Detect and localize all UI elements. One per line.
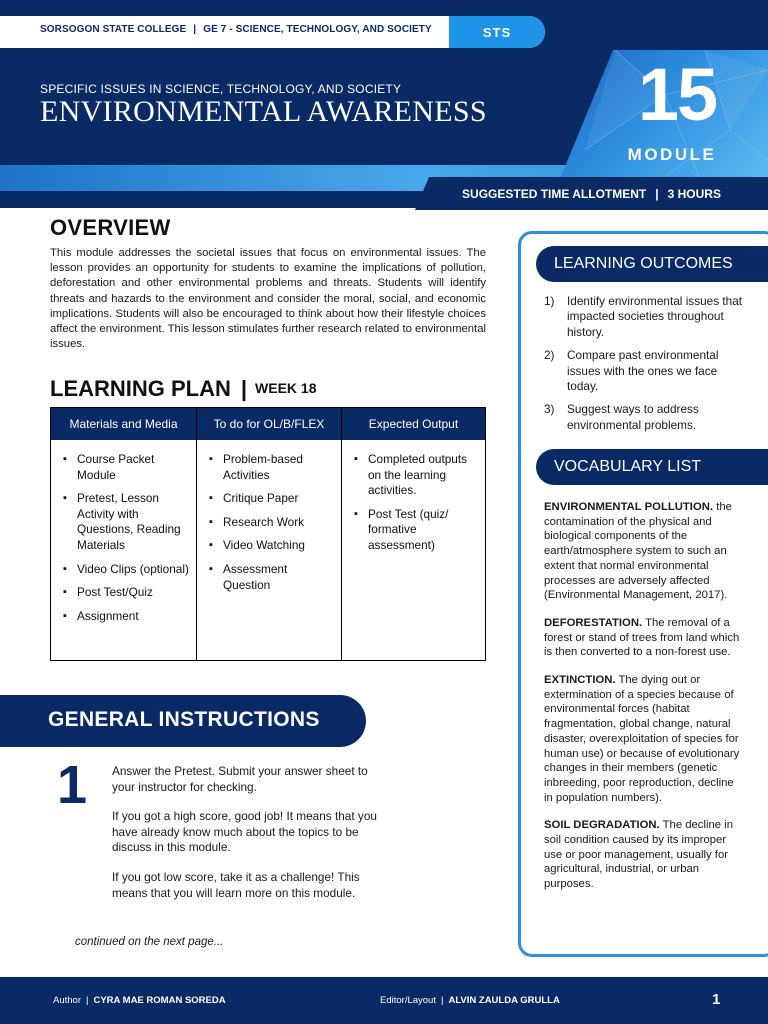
plan-item: ▪ Post Test (quiz/ formative assessment)	[354, 507, 479, 554]
vocabulary-term: ENVIRONMENTAL POLLUTION.	[544, 501, 714, 513]
learning-plan-separator: |	[240, 376, 248, 401]
outcome-text: Suggest ways to address environmental problems.	[567, 402, 699, 432]
outcome-number: 2)	[544, 348, 555, 363]
plan-column-header: Expected Output	[342, 408, 485, 440]
list-item	[544, 294, 744, 340]
plan-item: ▪ Critique Paper	[209, 491, 335, 507]
author-separator: |	[86, 995, 89, 1006]
author-label: Author	[53, 995, 81, 1006]
plan-item: ▪ Video Watching	[209, 538, 335, 554]
learning-outcomes-heading: LEARNING OUTCOMES	[536, 246, 768, 282]
learning-plan-title: LEARNING PLAN	[50, 376, 231, 401]
instruction-paragraph: If you got a high score, good job! It means that you have already know much about the topics to be discuss in this module.	[112, 809, 377, 855]
vocabulary-heading: VOCABULARY LIST	[536, 449, 768, 485]
general-instructions-heading: GENERAL INSTRUCTIONS	[48, 708, 320, 731]
outcome-text: Compare past environmental issues with the ones we face today.	[567, 348, 719, 394]
learning-plan-table	[50, 407, 486, 661]
vocabulary-entry	[544, 500, 742, 603]
plan-item: ▪ Course Packet Module	[63, 452, 190, 483]
editor-name: ALVIN ZAULDA GRULLA	[448, 995, 560, 1006]
outcome-number: 3)	[544, 402, 555, 417]
time-allotment-label: SUGGESTED TIME ALLOTMENT	[462, 186, 647, 201]
editor-separator: |	[440, 995, 444, 1006]
vocabulary-definition: the contamination of the physical and biological components of the earth/atmosphere system to such an extent that normal environmental processes are adversely affected (Environmental Management, 2017).	[544, 501, 732, 602]
list-item	[544, 402, 744, 433]
vocabulary-term: DEFORESTATION.	[544, 616, 643, 629]
plan-item: ▪ Research Work	[209, 515, 335, 531]
module-label: MODULE	[627, 145, 717, 164]
vocabulary-definition: The dying out or extermination of a species because of environmental forces (habitat fragmentation, global change, natural disaster, overexploitation of species for human use) or because of evolutionary changes in their members (genetic inbreeding, poor reproduction, decline in population numbers).	[544, 674, 740, 804]
outcome-number: 1)	[544, 294, 555, 308]
plan-item: ▪ Assessment Question	[209, 562, 335, 593]
page-number: 1	[712, 991, 721, 1008]
instruction-text	[112, 764, 382, 915]
plan-item-list	[197, 440, 341, 593]
week-label: WEEK 18	[255, 380, 317, 396]
overview-text: This module addresses the societal issues that focus on environmental issues. The lesson provides an opportunity for students to examine the implications of pollution, deforestation and other environmental problems and threats. Students will identify threats and hazards to the environment and consider the moral, social, and economic implications. Students will also be encouraged to think about how their lifestyle choices affect the environment. This lesson stimulates further research related to environmental issues.	[50, 247, 486, 351]
editor-credit	[380, 995, 560, 1006]
course-separator: |	[193, 24, 197, 35]
module-title: ENVIRONMENTAL AWARENESS	[40, 95, 487, 128]
time-allotment-value: 3 HOURS	[667, 186, 721, 201]
plan-column-materials	[51, 408, 197, 660]
list-item	[544, 348, 744, 394]
continued-note: continued on the next page...	[75, 936, 224, 948]
time-allotment	[415, 177, 768, 210]
vocabulary-entry	[544, 673, 742, 805]
plan-item: ▪ Post Test/Quiz	[63, 585, 190, 601]
subject-tag: STS	[449, 16, 545, 48]
plan-column-header: Materials and Media	[51, 408, 196, 440]
plan-column-output	[342, 408, 485, 660]
plan-item: ▪ Video Clips (optional)	[63, 562, 190, 578]
vocabulary-list	[544, 500, 742, 905]
module-subtitle: SPECIFIC ISSUES IN SCIENCE, TECHNOLOGY, AND SOCIETY	[40, 82, 402, 96]
vocabulary-entry	[544, 616, 742, 660]
vocabulary-term: SOIL DEGRADATION.	[544, 819, 660, 832]
course-info	[40, 24, 432, 35]
college-name: SORSOGON STATE COLLEGE	[40, 24, 187, 35]
author-credit	[53, 995, 226, 1006]
instruction-paragraph: Answer the Pretest. Submit your answer sheet to your instructor for checking.	[112, 764, 368, 794]
module-number: 15	[637, 53, 717, 136]
plan-item: ▪ Assignment	[63, 609, 190, 625]
overview-heading: OVERVIEW	[50, 215, 171, 240]
plan-item-list	[51, 440, 196, 624]
author-name: CYRA MAE ROMAN SOREDA	[93, 995, 226, 1006]
course-name: GE 7 - SCIENCE, TECHNOLOGY, AND SOCIETY	[203, 24, 432, 35]
learning-plan-heading	[50, 376, 317, 402]
step-number: 1	[57, 755, 88, 815]
plan-column-header: To do for OL/B/FLEX	[197, 408, 341, 440]
plan-item: ▪ Pretest, Lesson Activity with Questions, Reading Materials	[63, 491, 190, 553]
learning-outcomes-list	[544, 294, 744, 441]
time-separator: |	[655, 186, 659, 201]
plan-item-list	[342, 440, 485, 554]
instruction-paragraph: If you got low score, take it as a challenge! This means that you will learn more on this module.	[112, 869, 360, 900]
vocabulary-entry	[544, 818, 742, 892]
plan-item: ▪ Problem-based Activities	[209, 452, 335, 483]
vocabulary-definition: The decline in soil condition caused by its improper use or poor management, usually for agricultural, industrial, or urban purposes.	[544, 819, 733, 891]
plan-item: ▪ Completed outputs on the learning activities.	[354, 452, 479, 499]
plan-column-todo	[197, 408, 342, 660]
editor-label: Editor/Layout	[380, 995, 436, 1006]
outcome-text: Identify environmental issues that impacted societies throughout history.	[567, 294, 743, 339]
vocabulary-definition: The removal of a forest or stand of trees from land which is then converted to a non-forest use.	[544, 616, 740, 659]
vocabulary-term: EXTINCTION.	[544, 674, 616, 687]
